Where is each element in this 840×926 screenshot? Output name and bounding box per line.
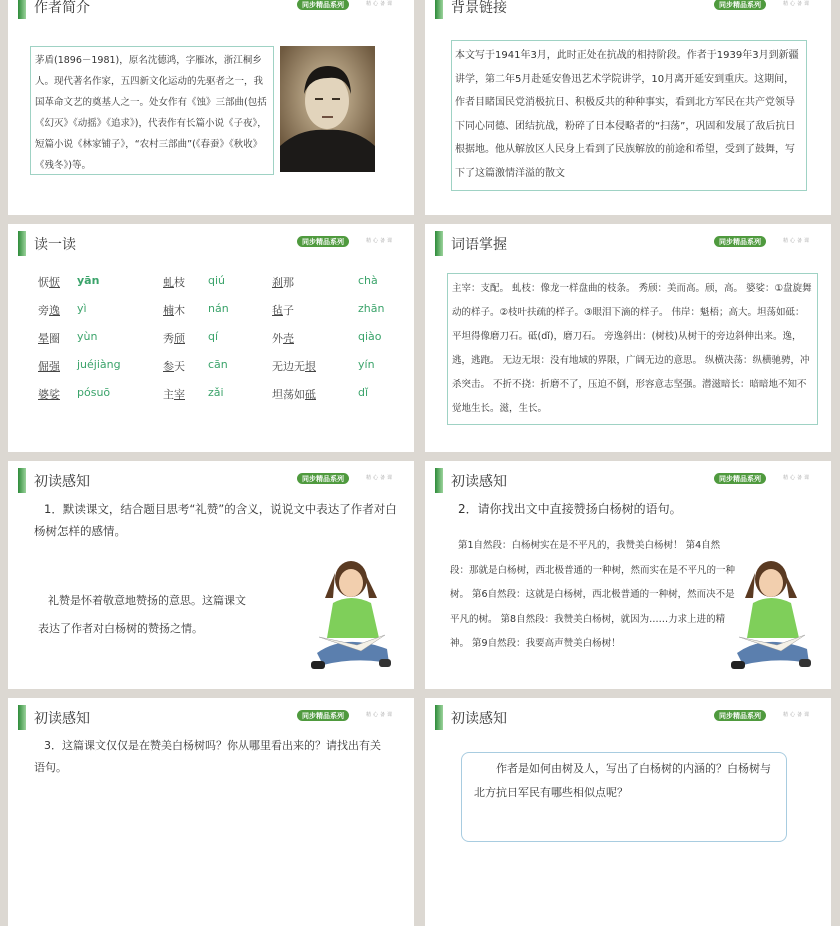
slide-author-intro[interactable] — [8, 0, 414, 215]
question-text: 1．默读课文，结合题目思考“礼赞”的含义，说说文中表达了作者对白杨树怎样的感情。 — [34, 502, 397, 538]
title-accent-bar — [435, 231, 443, 256]
word-part: 木 — [174, 304, 185, 317]
word-underlined-char: 颀 — [174, 332, 185, 345]
series-badge: 同步精品系列 — [297, 710, 349, 721]
word-underlined-char: 刹 — [272, 276, 283, 289]
pinyin: juéjiàng — [77, 358, 121, 371]
slide-question-1[interactable] — [8, 461, 414, 689]
pinyin: pósuō — [77, 386, 111, 399]
slide-title: 词语掌握 — [451, 237, 507, 253]
title-accent-bar — [18, 705, 26, 730]
slide-vocabulary[interactable] — [425, 224, 831, 452]
slide-title: 作者简介 — [34, 0, 90, 16]
background-text: 本文写于1941年3月，此时正处在抗战的相持阶段。作者于1939年3月到新疆讲学，第二年5月赴延安鲁迅艺术学院讲学，10月离开延安到重庆。这期间，作者目睹国民党消极抗日、积极反共的种种事实，看到北方军民在共产党领导下同心同德、团结抗战，粉碎了日本侵略者的“扫荡”，巩固和发展了敌后抗日根据地。他从解放区人民身上看到了民族解放的前途和希望，受到了鼓舞，写下了这篇激情洋溢的散文 — [451, 40, 807, 191]
series-badge-sub: 精心备课 — [783, 238, 812, 244]
slide-question-4[interactable] — [425, 698, 831, 926]
slide-title: 背景链接 — [451, 0, 507, 16]
pinyin: yùn — [77, 330, 98, 343]
slide-title: 初读感知 — [34, 711, 90, 727]
word-underlined-char: 婆娑 — [38, 388, 60, 401]
word-underlined-char: 毡 — [272, 304, 283, 317]
word-part: 枝 — [174, 276, 185, 289]
pinyin: qiú — [208, 274, 226, 287]
pinyin: nán — [208, 302, 229, 315]
series-badge-sub: 精心备课 — [366, 475, 395, 481]
reading-word — [163, 302, 185, 318]
pinyin: chà — [358, 274, 378, 287]
series-badge: 同步精品系列 — [714, 236, 766, 247]
word-underlined-char: 垠 — [305, 360, 316, 373]
word-part: 主 — [163, 388, 174, 401]
word-underlined-char: 参 — [163, 360, 174, 373]
slide-background[interactable] — [425, 0, 831, 215]
slide-reading[interactable] — [8, 224, 414, 452]
reading-girl-illustration — [725, 553, 820, 682]
word-part: 旁 — [38, 304, 49, 317]
pinyin: yān — [77, 274, 100, 287]
series-badge: 同步精品系列 — [714, 710, 766, 721]
question-text: 3．这篇课文仅仅是在赞美白杨树吗？你从哪里看出来的？请找出有关语句。 — [34, 739, 381, 774]
word-underlined-char: 壳 — [283, 332, 294, 345]
series-badge-sub: 精心备课 — [783, 712, 812, 718]
series-badge: 同步精品系列 — [714, 473, 766, 484]
word-part: 秀 — [163, 332, 174, 345]
word-part: 恹 — [38, 276, 49, 289]
title-accent-bar — [435, 468, 443, 493]
pinyin: zǎi — [208, 386, 224, 399]
slide-title: 初读感知 — [451, 711, 507, 727]
word-part: 那 — [283, 276, 294, 289]
reading-word — [38, 330, 60, 346]
reading-word — [38, 302, 60, 318]
title-accent-bar — [18, 231, 26, 256]
slide-question-2[interactable] — [425, 461, 831, 689]
reading-word — [272, 358, 316, 374]
reading-word — [163, 386, 185, 402]
series-badge-sub: 精心备课 — [783, 1, 812, 7]
word-part: 天 — [174, 360, 185, 373]
series-badge: 同步精品系列 — [297, 236, 349, 247]
series-badge-sub: 精心备课 — [366, 1, 395, 7]
series-badge-sub: 精心备课 — [366, 712, 395, 718]
reading-word — [163, 358, 185, 374]
word-part: 坦荡如 — [272, 388, 305, 401]
word-underlined-char: 砥 — [305, 388, 316, 401]
reading-word — [38, 386, 60, 402]
word-underlined-char: 楠 — [163, 304, 174, 317]
series-badge-sub: 精心备课 — [366, 238, 395, 244]
vocab-text: 主宰：支配。 虬枝：像龙一样盘曲的枝条。 秀颀：美而高。颀，高。 婆娑：①盘旋舞动的样子。②枝叶扶疏的样子。③眼泪下滴的样子。 伟岸：魁梧；高大。坦荡如砥：平坦得像磨刀石。砥(dǐ)，磨刀石。 旁逸斜出：(树枝)从树干的旁边斜伸出来。逸，逃，逃跑。 无边无垠：没有地域的界限，广阔无边的意思。 纵横决荡：纵横驰骋，冲杀突击。 不折不挠：折磨不了，压迫不倒，形容意志坚强。潜滋暗长：暗暗地不知不觉地生长。滋，生长。 — [447, 273, 818, 425]
pinyin: zhān — [358, 302, 385, 315]
series-badge-sub: 精心备课 — [783, 475, 812, 481]
word-underlined-char: 晕 — [38, 332, 49, 345]
series-badge: 同步精品系列 — [297, 0, 349, 10]
pinyin: qí — [208, 330, 219, 343]
word-part: 外 — [272, 332, 283, 345]
pinyin: yín — [358, 358, 375, 371]
slide-title: 初读感知 — [451, 474, 507, 490]
word-part: 无边无 — [272, 360, 305, 373]
slide-title: 初读感知 — [34, 474, 90, 490]
reading-word — [163, 274, 185, 290]
reading-word — [272, 274, 294, 290]
word-underlined-char: 宰 — [174, 388, 185, 401]
reading-word — [272, 330, 294, 346]
title-accent-bar — [435, 705, 443, 730]
author-photo — [280, 46, 375, 172]
reading-word — [272, 386, 316, 402]
author-bio: 茅盾(1896－1981)，原名沈德鸿，字雁冰，浙江桐乡人。现代著名作家，五四新文化运动的先驱者之一，我国革命文艺的奠基人之一。处女作有《蚀》三部曲(包括《幻灭》《动摇》《追求》)，代表作有长篇小说《子夜》，短篇小说《林家铺子》，“农村三部曲”(《春蚕》《秋收》《残冬》)等。 — [30, 46, 274, 175]
reading-word — [38, 358, 60, 374]
slide-question-3[interactable] — [8, 698, 414, 926]
series-badge: 同步精品系列 — [297, 473, 349, 484]
title-accent-bar — [435, 0, 443, 19]
word-part: 圈 — [49, 332, 60, 345]
answer-text: 第1自然段：白杨树实在是不平凡的，我赞美白杨树！ 第4自然段：那就是白杨树，西北极普通的一种树，然而实在是不平凡的一种树。 第6自然段：这就是白杨树，西北极普通的一种树，然而决不是平凡的树。 第8自然段：我赞美白杨树，就因为……力求上进的精神。 第9自然段：我要高声赞美白杨树！ — [450, 540, 736, 649]
reading-word — [38, 274, 60, 290]
reading-word — [163, 330, 185, 346]
word-underlined-char: 倔强 — [38, 360, 60, 373]
pinyin: dǐ — [358, 386, 369, 399]
series-badge: 同步精品系列 — [714, 0, 766, 10]
reading-girl-illustration — [305, 553, 400, 682]
title-accent-bar — [18, 468, 26, 493]
word-underlined-char: 虬 — [163, 276, 174, 289]
word-underlined-char: 逸 — [49, 304, 60, 317]
pinyin: cān — [208, 358, 228, 371]
slide-title: 读一读 — [34, 237, 76, 253]
word-underlined-char: 恹 — [49, 276, 60, 289]
pinyin: yì — [77, 302, 87, 315]
title-accent-bar — [18, 0, 26, 19]
answer-text: 礼赞是怀着敬意地赞扬的意思。这篇课文表达了作者对白杨树的赞扬之情。 — [38, 594, 246, 635]
question-text: 2．请你找出文中直接赞扬白杨树的语句。 — [458, 502, 682, 516]
pinyin: qiào — [358, 330, 382, 343]
word-part: 子 — [283, 304, 294, 317]
reading-word — [272, 302, 294, 318]
question-box: 作者是如何由树及人，写出了白杨树的内涵的？白杨树与北方抗日军民有哪些相似点呢？ — [461, 752, 787, 842]
